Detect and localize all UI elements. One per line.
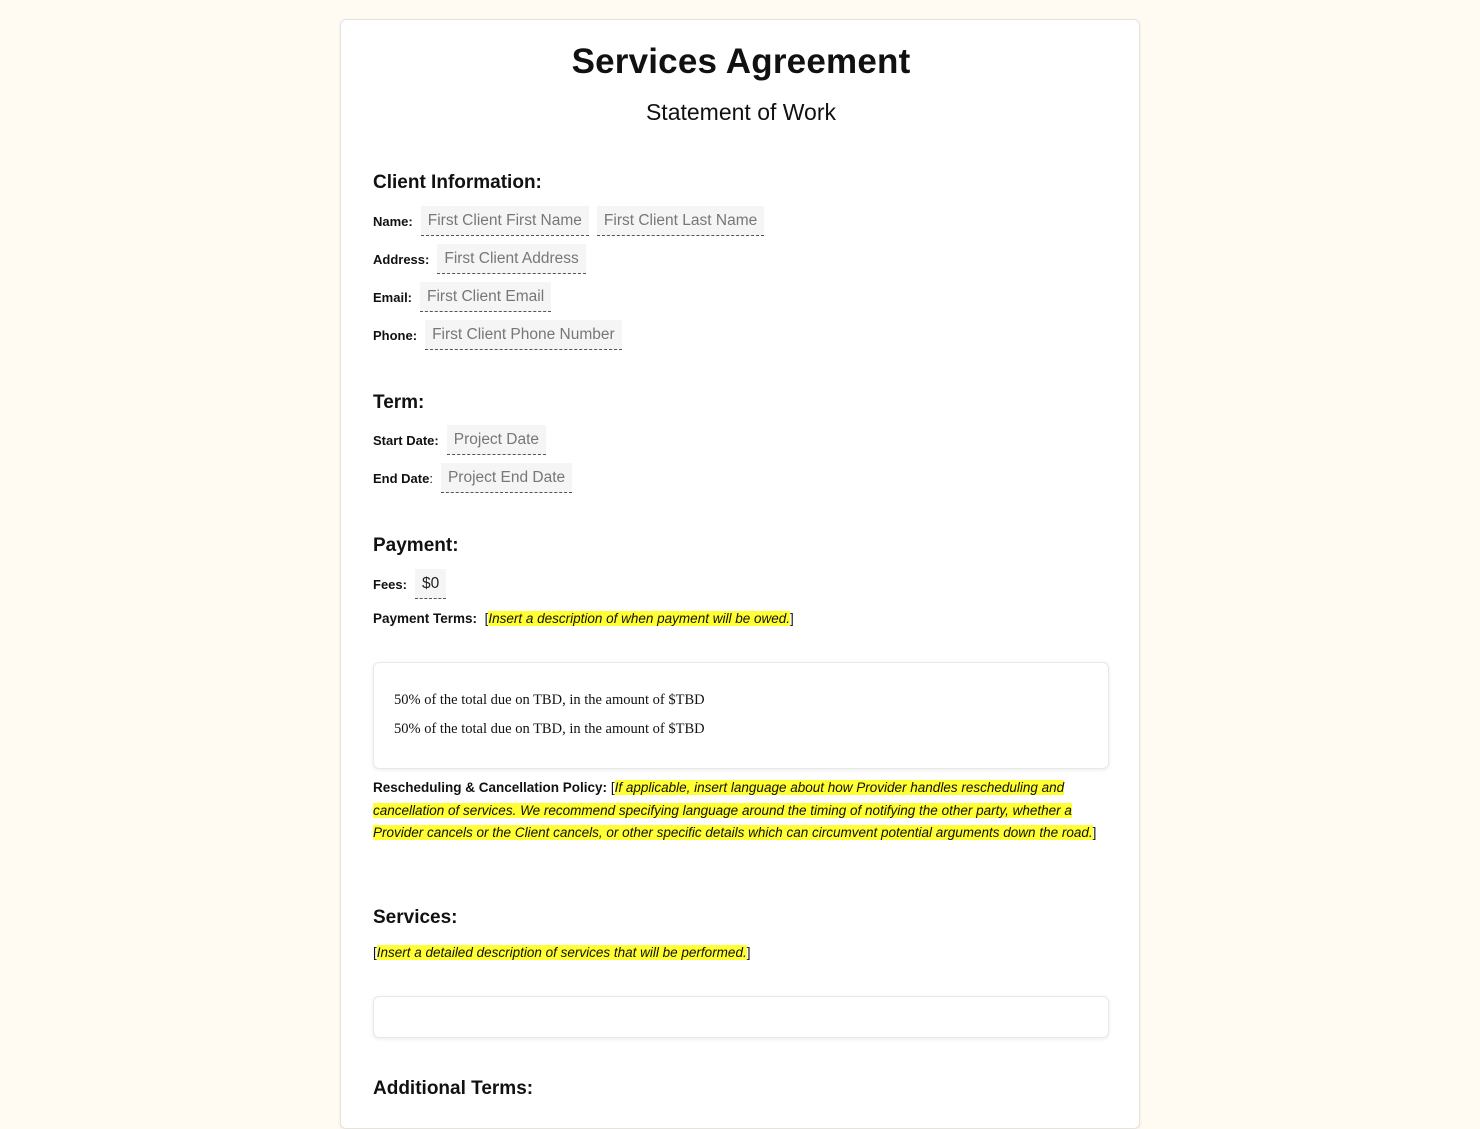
name-row <box>373 205 772 237</box>
phone-row <box>373 319 630 351</box>
name-label: Name: <box>373 213 413 229</box>
agreement-card <box>340 19 1140 1129</box>
services-open-bracket: [ <box>373 945 377 960</box>
client-info-heading: Client Information: <box>373 172 542 193</box>
services-heading: Services: <box>373 907 458 928</box>
rescheduling-label: Rescheduling & Cancellation Policy: <box>373 780 608 795</box>
rescheduling-open-bracket: [ <box>610 780 615 795</box>
end-date-row <box>373 462 580 494</box>
payment-schedule-item: 50% of the total due on TBD, in the amount of $TBD <box>394 692 705 708</box>
address-label: Address: <box>373 251 430 267</box>
payment-terms-close-bracket: ] <box>790 611 794 626</box>
term-heading: Term: <box>373 392 425 413</box>
last-name-field[interactable]: First Client Last Name <box>597 206 764 236</box>
payment-terms-text: Insert a description of when payment will be owed. <box>488 611 790 626</box>
end-date-colon: : <box>429 470 433 486</box>
fees-label: Fees: <box>373 576 407 592</box>
document-title: Services Agreement <box>571 42 911 81</box>
payment-schedule-item: 50% of the total due on TBD, in the amount of $TBD <box>394 721 705 737</box>
start-date-label: Start Date: <box>373 432 439 448</box>
end-date-label: End Date <box>373 470 430 486</box>
address-field[interactable]: First Client Address <box>437 244 585 274</box>
phone-field[interactable]: First Client Phone Number <box>425 320 622 350</box>
payment-heading: Payment: <box>373 535 459 556</box>
payment-terms-open-bracket: [ <box>484 611 489 626</box>
services-description <box>373 942 1103 965</box>
services-text: Insert a detailed description of services that will be performed. <box>376 945 747 960</box>
payment-terms-label: Payment Terms: <box>373 611 478 626</box>
rescheduling-text: If applicable, insert language about how Provider handles rescheduling and cancellation of services. We recommend specifying language around the timing of notifying the other party, whether a Provider cancels or the Client cancels, or other specific details which can circumvent potential arguments down the road. <box>373 780 1093 840</box>
email-label: Email: <box>373 289 413 305</box>
email-field[interactable]: First Client Email <box>420 282 551 312</box>
email-row <box>373 281 559 313</box>
rescheduling-policy <box>373 777 1103 845</box>
address-row <box>373 243 594 275</box>
services-input-box[interactable] <box>373 996 1109 1038</box>
document-subtitle: Statement of Work <box>645 99 837 125</box>
rescheduling-close-bracket: ] <box>1092 825 1097 840</box>
phone-label: Phone: <box>373 327 418 343</box>
end-date-field[interactable]: Project End Date <box>441 463 572 493</box>
first-name-field[interactable]: First Client First Name <box>421 206 589 236</box>
services-close-bracket: ] <box>746 945 751 960</box>
fees-field[interactable]: $0 <box>415 569 446 599</box>
additional-terms-heading: Additional Terms: <box>373 1078 534 1099</box>
fees-row <box>373 568 454 600</box>
payment-schedule-box[interactable] <box>373 662 1109 769</box>
start-date-row <box>373 424 554 456</box>
start-date-field[interactable]: Project Date <box>447 425 546 455</box>
payment-terms-line <box>373 608 1103 631</box>
